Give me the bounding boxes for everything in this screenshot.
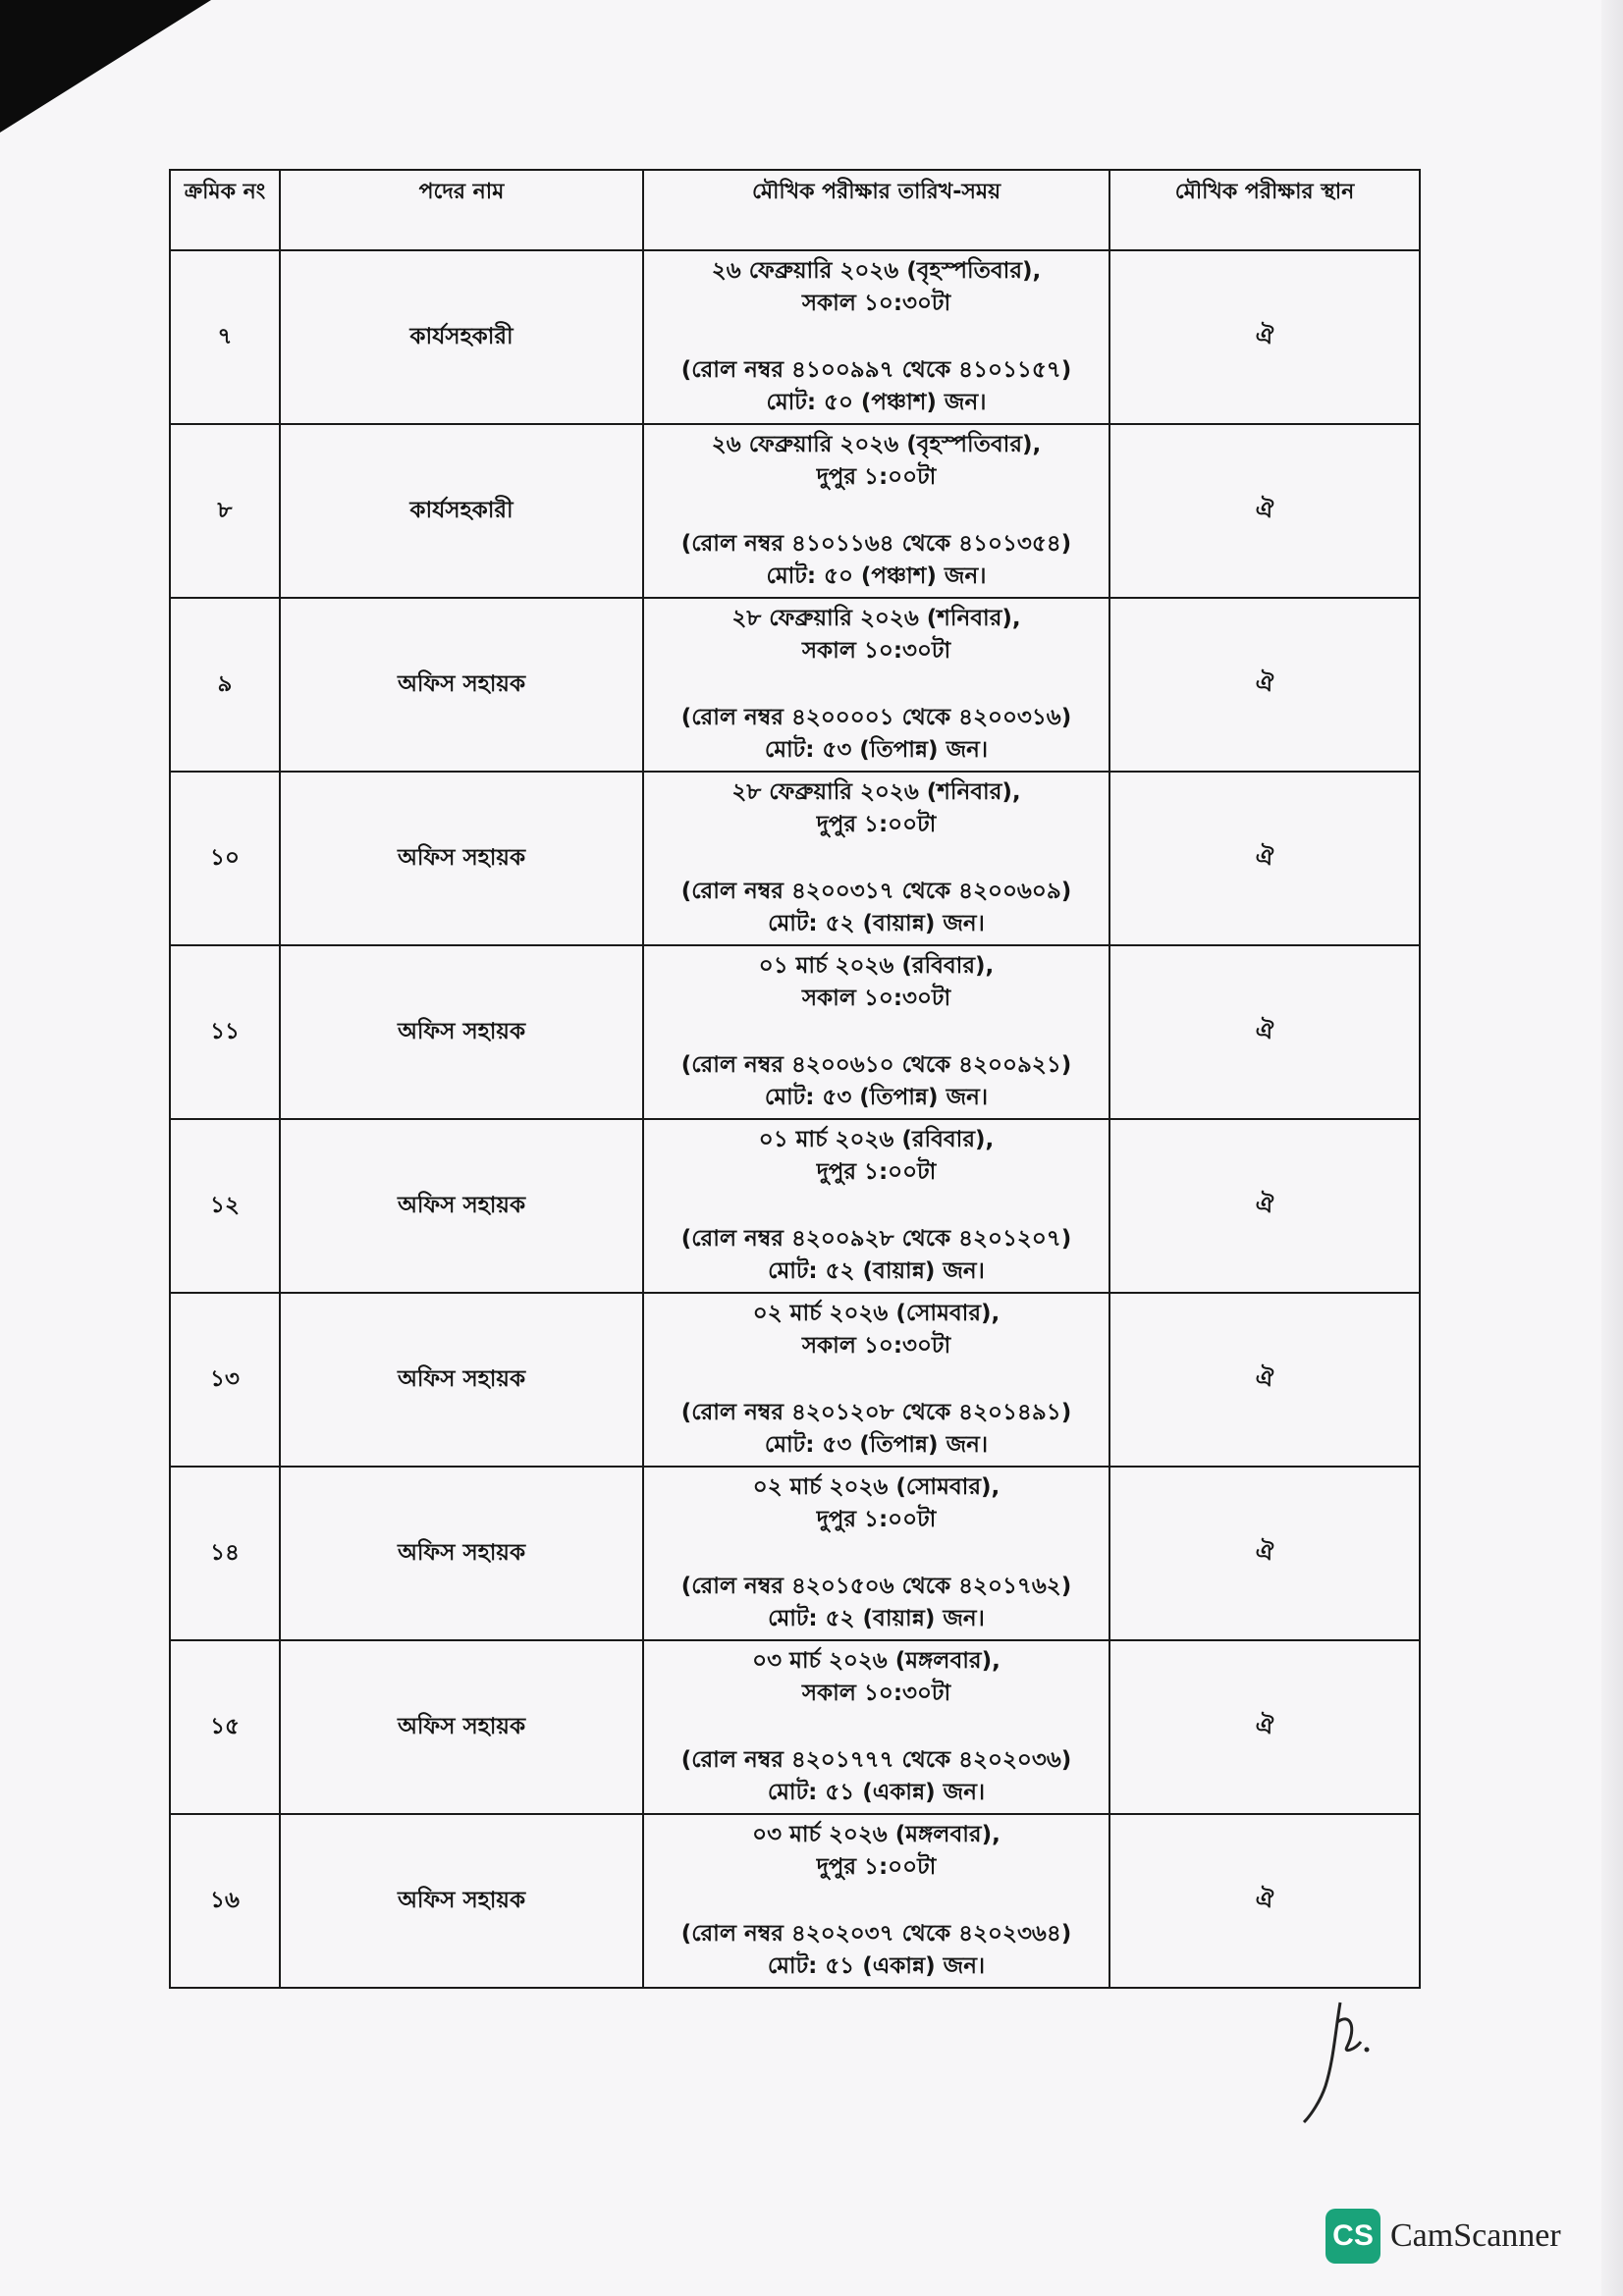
table-row: [170, 598, 1420, 772]
candidate-total: মোট: ৫৩ (তিপান্ন) জন।: [764, 1085, 989, 1111]
post-cell: অফিস সহায়ক: [280, 1640, 643, 1814]
page-edge-shadow: [1601, 0, 1623, 2296]
venue-cell: ঐ: [1109, 598, 1420, 772]
table-row: [170, 772, 1420, 945]
exam-time: সকাল ১০:৩০টা: [801, 1680, 951, 1706]
roll-range: (রোল নম্বর ৪২০০৩১৭ থেকে ৪২০০৬০৯): [680, 878, 1072, 904]
exam-time: দুপুর ১:০০টা: [816, 1158, 937, 1185]
date-time-cell: [643, 1467, 1109, 1640]
venue-cell: ঐ: [1109, 424, 1420, 598]
candidate-total: মোট: ৫০ (পঞ্চাশ) জন।: [766, 563, 987, 590]
venue-cell: ঐ: [1109, 250, 1420, 424]
exam-date: ০১ মার্চ ২০২৬ (রবিবার),: [758, 1126, 995, 1152]
header-post: পদের নাম: [280, 170, 643, 250]
roll-range: (রোল নম্বর ৪২০০০০১ থেকে ৪২০০৩১৬): [680, 704, 1072, 730]
exam-date: ০৩ মার্চ ২০২৬ (মঙ্গলবার),: [752, 1647, 1001, 1674]
venue-cell: ঐ: [1109, 1640, 1420, 1814]
table-row: [170, 1467, 1420, 1640]
roll-range: (রোল নম্বর ৪২০১৭৭৭ থেকে ৪২০২০৩৬): [680, 1746, 1072, 1773]
serial-cell: ১২: [170, 1119, 280, 1293]
roll-range: (রোল নম্বর ৪২০০৯২৮ থেকে ৪২০১২০৭): [680, 1225, 1072, 1252]
exam-time: দুপুর ১:০০টা: [816, 811, 937, 837]
venue-cell: ঐ: [1109, 1119, 1420, 1293]
table-row: [170, 945, 1420, 1119]
table-row: [170, 1814, 1420, 1988]
exam-date: ০১ মার্চ ২০২৬ (রবিবার),: [758, 952, 995, 979]
roll-range: (রোল নম্বর ৪১০০৯৯৭ থেকে ৪১০১১৫৭): [680, 356, 1072, 383]
date-time-cell: [643, 1119, 1109, 1293]
camscanner-name: CamScanner: [1390, 2217, 1561, 2254]
candidate-total: মোট: ৫৩ (তিপান্ন) জন।: [764, 1432, 989, 1459]
candidate-total: মোট: ৫৩ (তিপান্ন) জন।: [764, 737, 989, 764]
header-venue: মৌখিক পরীক্ষার স্থান: [1109, 170, 1420, 250]
post-cell: অফিস সহায়ক: [280, 1814, 643, 1988]
date-time-cell: [643, 1640, 1109, 1814]
table-header-row: [170, 170, 1420, 250]
exam-date: ০২ মার্চ ২০২৬ (সোমবার),: [752, 1300, 1001, 1326]
serial-cell: ১৪: [170, 1467, 280, 1640]
date-time-cell: [643, 598, 1109, 772]
table-row: [170, 1640, 1420, 1814]
roll-range: (রোল নম্বর ৪২০১২০৮ থেকে ৪২০১৪৯১): [680, 1399, 1072, 1425]
header-serial: ক্রমিক নং: [170, 170, 280, 250]
date-time-cell: [643, 772, 1109, 945]
header-date-time: মৌখিক পরীক্ষার তারিখ-সময়: [643, 170, 1109, 250]
exam-date: ২৮ ফেব্রুয়ারি ২০২৬ (শনিবার),: [731, 778, 1021, 805]
post-cell: কার্যসহকারী: [280, 250, 643, 424]
exam-time: দুপুর ১:০০টা: [816, 463, 937, 490]
exam-date: ২৮ ফেব্রুয়ারি ২০২৬ (শনিবার),: [731, 605, 1021, 631]
serial-cell: ১৬: [170, 1814, 280, 1988]
post-cell: অফিস সহায়ক: [280, 598, 643, 772]
venue-cell: ঐ: [1109, 945, 1420, 1119]
post-cell: অফিস সহায়ক: [280, 1119, 643, 1293]
venue-cell: ঐ: [1109, 772, 1420, 945]
candidate-total: মোট: ৫১ (একান্ন) জন।: [767, 1780, 986, 1806]
date-time-cell: [643, 250, 1109, 424]
serial-cell: ১০: [170, 772, 280, 945]
venue-cell: ঐ: [1109, 1293, 1420, 1467]
roll-range: (রোল নম্বর ৪২০২০৩৭ থেকে ৪২০২৩৬৪): [680, 1920, 1072, 1947]
venue-cell: ঐ: [1109, 1467, 1420, 1640]
date-time-cell: [643, 424, 1109, 598]
camscanner-watermark: [1325, 2209, 1561, 2264]
camscanner-logo-icon: CS: [1325, 2209, 1380, 2264]
exam-time: সকাল ১০:৩০টা: [801, 290, 951, 316]
candidate-total: মোট: ৫০ (পঞ্চাশ) জন।: [766, 390, 987, 416]
roll-range: (রোল নম্বর ৪১০১১৬৪ থেকে ৪১০১৩৫৪): [680, 530, 1072, 557]
serial-cell: ১১: [170, 945, 280, 1119]
candidate-total: মোট: ৫২ (বায়ান্ন) জন।: [768, 1606, 985, 1632]
table-row: [170, 250, 1420, 424]
exam-time: সকাল ১০:৩০টা: [801, 637, 951, 664]
date-time-cell: [643, 945, 1109, 1119]
post-cell: অফিস সহায়ক: [280, 1467, 643, 1640]
date-time-cell: [643, 1293, 1109, 1467]
exam-time: দুপুর ১:০০টা: [816, 1853, 937, 1880]
table-row: [170, 1119, 1420, 1293]
roll-range: (রোল নম্বর ৪২০১৫০৬ থেকে ৪২০১৭৬২): [680, 1573, 1072, 1599]
exam-time: সকাল ১০:৩০টা: [801, 985, 951, 1011]
exam-date: ২৬ ফেব্রুয়ারি ২০২৬ (বৃহস্পতিবার),: [711, 431, 1042, 457]
post-cell: অফিস সহায়ক: [280, 945, 643, 1119]
date-time-cell: [643, 1814, 1109, 1988]
serial-cell: ৯: [170, 598, 280, 772]
post-cell: কার্যসহকারী: [280, 424, 643, 598]
table-row: [170, 1293, 1420, 1467]
exam-time: সকাল ১০:৩০টা: [801, 1332, 951, 1359]
post-cell: অফিস সহায়ক: [280, 1293, 643, 1467]
candidate-total: মোট: ৫২ (বায়ান্ন) জন।: [768, 911, 985, 937]
exam-date: ০২ মার্চ ২০২৬ (সোমবার),: [752, 1473, 1001, 1500]
serial-cell: ১৩: [170, 1293, 280, 1467]
signature: [1296, 1993, 1384, 2130]
candidate-total: মোট: ৫২ (বায়ান্ন) জন।: [768, 1258, 985, 1285]
serial-cell: ৮: [170, 424, 280, 598]
exam-date: ২৬ ফেব্রুয়ারি ২০২৬ (বৃহস্পতিবার),: [711, 257, 1042, 284]
table-row: [170, 424, 1420, 598]
post-cell: অফিস সহায়ক: [280, 772, 643, 945]
candidate-total: মোট: ৫১ (একান্ন) জন।: [767, 1953, 986, 1980]
scan-corner-shadow: [0, 0, 211, 133]
interview-schedule-table: [169, 169, 1421, 1989]
serial-cell: ৭: [170, 250, 280, 424]
exam-date: ০৩ মার্চ ২০২৬ (মঙ্গলবার),: [752, 1821, 1001, 1847]
exam-time: দুপুর ১:০০টা: [816, 1506, 937, 1532]
venue-cell: ঐ: [1109, 1814, 1420, 1988]
roll-range: (রোল নম্বর ৪২০০৬১০ থেকে ৪২০০৯২১): [680, 1051, 1072, 1078]
serial-cell: ১৫: [170, 1640, 280, 1814]
